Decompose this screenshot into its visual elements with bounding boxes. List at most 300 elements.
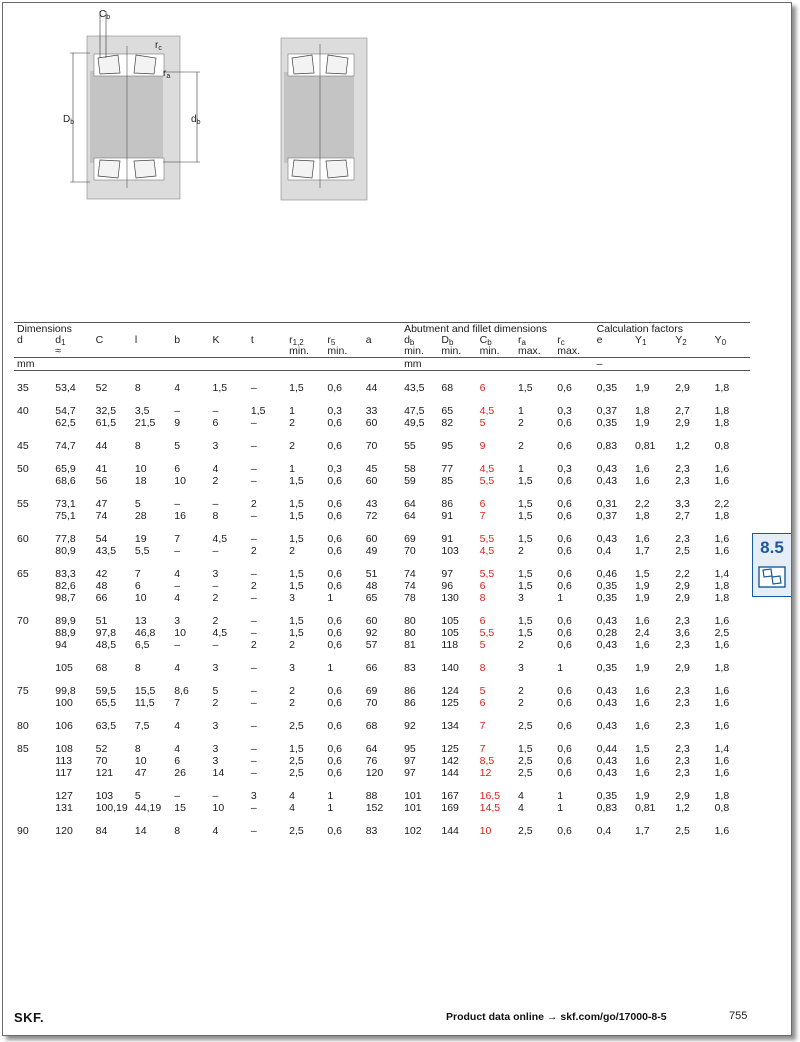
table-cell: 88,9 [55,627,76,639]
column-header-qualifier: min. [479,345,500,357]
table-cell: 1,6 [634,697,650,709]
column-header-symbol: d [17,334,23,346]
column-header-symbol: r [557,334,561,346]
table-cell: 86 [441,498,454,510]
table-cell: 76 [365,755,378,767]
table-cell: 4 [174,743,181,755]
table-cell: 52 [95,743,108,755]
table-cell: 0,81 [634,802,656,814]
table-cell: 3,3 [675,498,690,510]
table-row [14,779,750,802]
table-cell: 0,44 [596,743,618,755]
table-cell: 0,6 [327,545,343,557]
bore-diameter-cell: 80 [17,720,29,732]
table-cell: 16,5 [479,790,501,802]
table-cell: 1,9 [634,790,650,802]
table-cell: 28 [134,510,147,522]
table-cell: 0,43 [596,767,618,779]
table-cell: 0,6 [557,510,572,522]
table-cell: 0,6 [327,615,343,627]
table-cell: 1 [289,463,295,475]
section-tab-label: 8.5 [760,538,784,557]
table-cell: 105 [441,615,459,627]
table-cell: 2,2 [675,568,690,580]
table-cell: – [250,417,257,429]
table-row [14,639,750,651]
skf-logo: SKF. [14,1010,45,1025]
table-cell: 10 [134,592,147,604]
table-cell: – [250,685,257,697]
table-cell: 32,5 [95,405,117,417]
table-cell: 4 [174,720,181,732]
column-header-subscript: 5 [330,338,336,347]
table-cell: 2 [212,475,219,487]
footer-url[interactable]: skf.com/go/17000-8-5 [560,1011,667,1023]
table-cell: 1,5 [634,568,650,580]
table-cell: 118 [441,639,459,651]
table-cell: 72 [365,510,378,522]
bore-diameter-cell [14,639,52,651]
bore-diameter-cell [14,510,52,522]
table-cell: 4 [289,802,295,814]
table-row [14,545,750,557]
group-calculation: Calculation factors [594,323,750,336]
table-cell: 1,9 [634,662,650,674]
table-cell: 1 [327,662,334,674]
table-cell: 1,8 [714,790,730,802]
table-cell: 0,35 [596,382,618,394]
column-header-qualifier: min. [441,345,462,357]
table-cell: 82 [441,417,454,429]
table-cell: 0,6 [327,767,343,779]
column-header [712,335,750,358]
table-cell: 5,5 [479,568,495,580]
table-cell: 0,6 [557,697,572,709]
column-header-symbol: t [250,334,254,346]
table-cell: 0,6 [557,545,572,557]
column-header-symbol: K [212,334,220,346]
label-Db: $D_b$ [63,114,75,126]
table-cell: 1,5 [517,568,533,580]
table-row [14,674,750,697]
table-cell: 2,5 [517,767,533,779]
table-cell: 0,43 [596,697,618,709]
table-cell: 7 [479,510,486,522]
table-cell: 6 [174,463,181,475]
table-cell: 2,5 [675,825,690,837]
table-cell: 85 [441,475,454,487]
table-cell: 77,8 [55,533,76,545]
table-cell: 167 [441,790,459,802]
table-cell: 1 [327,592,334,604]
table-cell: – [250,802,257,814]
column-header-qualifier: max. [557,345,581,357]
table-cell: 2,5 [289,720,304,732]
table-cell: – [250,440,257,452]
table-row [14,394,750,417]
table-cell: 99,8 [55,685,76,697]
table-cell: 2,3 [675,767,690,779]
table-row [14,814,750,837]
table-cell: 3 [289,592,295,604]
table-cell: 134 [441,720,459,732]
table-cell: 10 [134,463,147,475]
table-cell: 1,2 [675,440,690,452]
column-header-qualifier: min. [404,345,424,357]
table-cell: 26 [174,767,186,779]
table-cell: 1,5 [289,510,304,522]
table-cell: 83 [365,825,378,837]
table-cell: 2,3 [675,685,690,697]
table-cell: 2,3 [675,533,690,545]
bearing-drawings [60,6,390,206]
table-cell: 0,83 [596,440,618,452]
table-cell: 15 [174,802,186,814]
table-cell: 86 [404,685,416,697]
column-header-row [14,335,750,358]
table-cell: 1,6 [714,697,730,709]
table-cell: 1,6 [714,533,730,545]
table-cell: 13 [134,615,147,627]
table-cell: 1,8 [714,580,730,592]
table-cell: 1 [517,405,524,417]
table-cell: 97,8 [95,627,117,639]
table-cell: 2,5 [289,755,304,767]
bore-diameter-cell: 60 [17,533,29,545]
column-header [210,335,248,358]
table-cell: 0,6 [557,533,572,545]
column-header-symbol: l [134,334,138,346]
table-cell: 1,8 [634,510,650,522]
table-cell: 4 [174,592,181,604]
table-cell: 2,5 [289,825,304,837]
table-cell: 2,5 [517,825,533,837]
footer-product-label: Product data online → [446,1011,558,1023]
table-cell: – [174,545,181,557]
table-cell: 5,5 [134,545,150,557]
table-cell: 0,43 [596,639,618,651]
table-cell: 1,5 [517,382,533,394]
table-cell: 0,6 [327,568,343,580]
table-cell: 1,5 [517,510,533,522]
label-rc: $r_c$ [155,40,162,52]
bore-diameter-cell: 70 [17,615,29,627]
bore-diameter-cell: 35 [17,382,29,394]
column-header [171,335,209,358]
table-cell: 8 [212,510,219,522]
table-cell: 3 [517,662,524,674]
table-cell: 2 [517,639,524,651]
table-cell: 65 [365,592,378,604]
table-cell: 1,6 [634,533,650,545]
table-row [14,697,750,709]
table-cell: 0,37 [596,510,618,522]
table-cell: 88 [365,790,378,802]
table-cell: 0,3 [557,463,572,475]
table-cell: 74,7 [55,440,76,452]
table-cell: 92 [365,627,378,639]
table-cell: – [174,790,181,802]
table-cell: 0,8 [714,802,730,814]
table-cell: 96 [441,580,454,592]
table-cell: – [174,405,181,417]
table-cell: 0,6 [557,440,572,452]
table-cell: 0,6 [557,825,572,837]
table-cell: 0,4 [596,825,612,837]
table-cell: 95 [441,440,454,452]
table-cell: 0,6 [327,755,343,767]
column-header-symbol: b [174,334,181,346]
table-cell: 43 [365,498,378,510]
table-cell: 3,6 [675,627,690,639]
table-cell: 68 [365,720,378,732]
label-db: $d_b$ [191,114,201,126]
table-cell: 3 [174,615,181,627]
section-tab[interactable] [752,533,791,597]
bore-diameter-cell [14,767,52,779]
table-cell: 70 [404,545,416,557]
table-cell: 1,5 [289,743,304,755]
table-cell: 2 [212,592,219,604]
table-row [14,627,750,639]
table-cell: – [250,533,257,545]
table-cell: 44,19 [134,802,162,814]
table-cell: 4 [517,802,524,814]
column-header-subscript: c [560,338,565,347]
table-cell: 14 [134,825,147,837]
table-cell: 3 [212,743,219,755]
table-cell: 62,5 [55,417,76,429]
table-cell: 2,3 [675,743,690,755]
label-cb: $C_b$ [99,9,111,21]
table-cell: 89,9 [55,615,76,627]
table-cell: 1,5 [634,743,650,755]
table-cell: 3 [212,662,219,674]
table-cell: 4 [174,568,181,580]
table-cell: 4 [517,790,524,802]
table-cell: 125 [441,743,459,755]
table-cell: 82,6 [55,580,76,592]
table-cell: 74 [404,568,416,580]
table-cell: 1,8 [634,405,650,417]
table-cell: 6 [174,755,181,767]
table-row [14,651,750,674]
table-cell: 4,5 [479,405,495,417]
table-cell: 125 [441,697,459,709]
table-cell: 11,5 [134,697,155,709]
table-cell: 131 [55,802,73,814]
column-header-subscript: 2 [682,338,687,347]
table-cell: 7,5 [134,720,150,732]
table-cell: – [174,498,181,510]
table-body [14,371,750,838]
table-cell: 0,35 [596,417,618,429]
table-cell: 124 [441,685,459,697]
table-cell: 0,6 [327,417,343,429]
table-cell: 1,5 [289,475,304,487]
table-cell: 2,5 [714,627,730,639]
table-cell: 1 [327,790,334,802]
table-cell: 103 [441,545,459,557]
table-cell: 6,5 [134,639,150,651]
table-cell: 2,5 [517,720,533,732]
table-cell: 65,5 [95,697,117,709]
table-cell: 1 [517,463,524,475]
table-cell: – [250,697,257,709]
table-cell: 1,8 [714,417,730,429]
table-cell: 0,6 [557,382,572,394]
table-cell: – [250,463,257,475]
unit-calculation: – [594,358,750,371]
table-cell: 0,6 [327,639,343,651]
table-cell: – [250,592,257,604]
table-cell: 2 [250,639,257,651]
table-cell: 3 [212,440,219,452]
table-cell: 2 [517,697,524,709]
table-cell: – [212,790,219,802]
table-cell: 54,7 [55,405,76,417]
table-cell: 1,6 [714,767,730,779]
table-cell: 0,6 [327,440,343,452]
table-cell: 97 [441,568,454,580]
table-cell: 0,43 [596,533,618,545]
footer-product-link[interactable] [446,1011,667,1023]
table-cell: 10 [174,627,186,639]
table-cell: 2,2 [714,498,730,510]
table-cell: 0,43 [596,685,618,697]
table-cell: 75,1 [55,510,76,522]
table-cell: 4 [174,382,181,394]
bearing-drawing-left [63,9,201,199]
column-header [632,335,672,358]
table-cell: 19 [134,533,147,545]
table-cell: 1 [557,802,564,814]
column-header-subscript: b [409,338,415,347]
table-cell: 0,4 [596,545,612,557]
bore-diameter-cell [14,697,52,709]
table-cell: 0,6 [327,825,343,837]
table-cell: 4 [174,662,181,674]
table-cell: – [250,510,257,522]
table-cell: 0,6 [557,767,572,779]
table-cell: 2 [250,580,257,592]
table-cell: 70 [95,755,108,767]
table-cell: 2,4 [634,627,650,639]
table-cell: 47 [95,498,108,510]
table-cell: 73,1 [55,498,76,510]
table-cell: 2,3 [675,755,690,767]
group-dimensions: Dimensions [14,323,401,336]
table-cell: 4 [212,825,219,837]
table-cell: 2 [289,440,295,452]
table-cell: 8 [134,743,141,755]
table-cell: 0,3 [327,405,343,417]
table-cell: 2,3 [675,720,690,732]
table-cell: 14 [212,767,225,779]
table-cell: 5 [174,440,181,452]
table-cell: 44 [95,440,108,452]
table-cell: 1,9 [634,382,650,394]
table-cell: 5,5 [479,533,495,545]
table-cell: 18 [134,475,147,487]
table-cell: 60 [365,417,378,429]
table-cell: 2 [212,615,219,627]
table-cell: 1,9 [634,417,650,429]
table-cell: 0,6 [557,568,572,580]
table-cell: – [174,580,181,592]
table-cell: – [212,545,219,557]
bore-diameter-cell [14,417,52,429]
table-cell: 4,5 [212,627,228,639]
table-cell: 10 [479,825,492,837]
table-cell: – [212,498,219,510]
table-cell: 108 [55,743,73,755]
table-cell: 120 [55,825,73,837]
table-cell: 0,6 [327,697,343,709]
table-cell: 0,43 [596,720,618,732]
table-cell: 0,6 [327,627,343,639]
table-cell: 7 [174,533,181,545]
column-header-qualifier: min. [289,345,309,357]
table-cell: 91 [441,533,454,545]
table-cell: 1,6 [634,615,650,627]
table-cell: 64 [404,510,416,522]
table-cell: 127 [55,790,73,802]
page-number: 755 [729,1010,748,1022]
bore-diameter-cell: 75 [17,685,29,697]
table-row [14,580,750,592]
table-cell: 48,5 [95,639,117,651]
table-cell: – [250,475,257,487]
table-cell: 1,6 [634,755,650,767]
table-cell: 61,5 [95,417,117,429]
column-header-symbol: C [95,334,104,346]
column-header-symbol: d [55,334,62,346]
table-row [14,510,750,522]
bore-diameter-cell: 85 [17,743,29,755]
table-cell: 101 [404,790,422,802]
table-cell: 1,5 [289,627,304,639]
table-cell: 53,4 [55,382,76,394]
table-cell: 6 [479,615,486,627]
table-cell: 1,6 [634,767,650,779]
table-cell: 0,6 [557,580,572,592]
table-cell: 47,5 [404,405,425,417]
table-cell: 0,37 [596,405,618,417]
table-cell: 2,3 [675,639,690,651]
table-cell: 6 [212,417,219,429]
table-row [14,732,750,755]
table-cell: 10 [212,802,225,814]
table-cell: – [250,767,257,779]
table-cell: 1,8 [714,592,730,604]
column-header [554,335,593,358]
table-cell: – [212,580,219,592]
table-row [14,592,750,604]
table-cell: 64 [365,743,378,755]
group-abutment: Abutment and fillet dimensions [401,323,594,336]
table-cell: 142 [441,755,459,767]
table-cell: 80 [404,627,416,639]
table-cell: 1 [289,405,295,417]
table-cell: 7 [479,743,486,755]
table-cell: 2 [517,417,524,429]
table-cell: 5 [134,790,141,802]
unit-abutment: mm [401,358,594,371]
table-cell: 1,5 [517,627,533,639]
table-cell: 3 [250,790,257,802]
table-cell: 2,3 [675,463,690,475]
